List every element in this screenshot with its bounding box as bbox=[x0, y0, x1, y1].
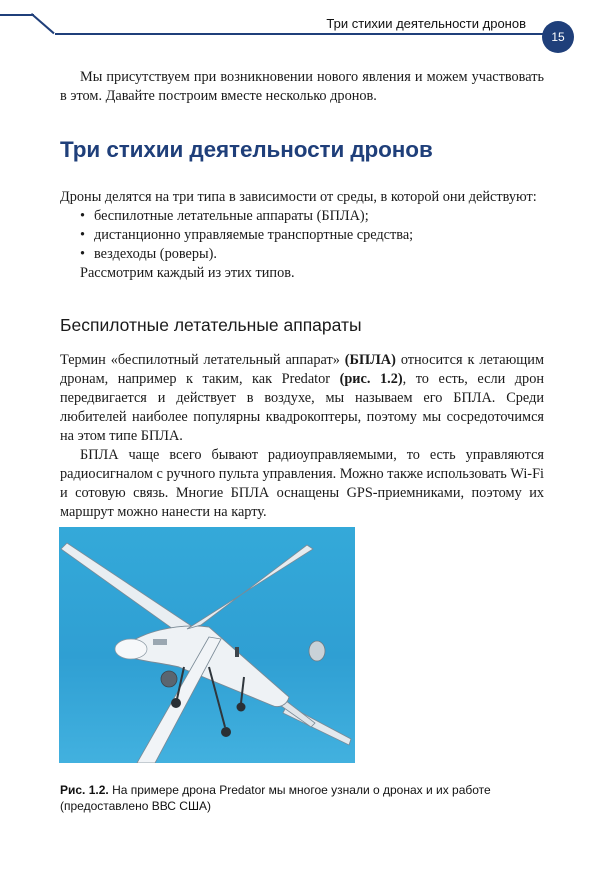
list-item bbox=[60, 245, 544, 264]
header-rule-diagonal bbox=[31, 13, 55, 34]
section-lead: Дроны делятся на три типа в зависимости от среды, в которой они действуют: bbox=[60, 189, 537, 205]
drone-hardpoint bbox=[235, 647, 239, 657]
drone-wheel bbox=[221, 727, 231, 737]
figure-reference: (рис. 1.2) bbox=[339, 371, 403, 387]
predator-drone-illustration bbox=[59, 527, 355, 763]
intro-paragraph bbox=[60, 68, 544, 106]
figure-caption-text: На примере дрона Predator мы многое узнали о дронах и их работе (предоставлено ВВС США) bbox=[60, 783, 491, 813]
list-item-text: беспилотные летательные аппараты (БПЛА); bbox=[94, 208, 369, 224]
drone-type-list bbox=[60, 207, 544, 264]
subsection-body bbox=[60, 351, 544, 522]
list-item bbox=[60, 226, 544, 245]
uav-p1-text: Термин «беспилотный летательный аппарат» bbox=[60, 352, 345, 368]
list-item-text: вездеходы (роверы). bbox=[94, 246, 217, 262]
drone-engine-pod bbox=[309, 641, 325, 661]
drone-wheel bbox=[171, 698, 181, 708]
header-rule-left bbox=[0, 14, 34, 16]
list-item-text: дистанционно управляемые транспортные средства; bbox=[94, 227, 414, 243]
header-rule-bottom bbox=[55, 33, 552, 35]
list-item bbox=[60, 207, 544, 226]
drone-wing-upper bbox=[187, 545, 313, 629]
uav-p1-text: , то есть, если дрон передвигается и действует в воздухе, мы называем его БПЛА. Среди любителей наиболее популярны квадрокоптеры, поэтому мы сосредоточимся на этом типе БПЛА. bbox=[60, 371, 545, 444]
drone-nose bbox=[115, 639, 147, 659]
uav-paragraph-2: БПЛА чаще всего бывают радиоуправляемыми, то есть управляются радиосигналом с ручного пульта управления. Можно также использовать Wi-Fi и сотовую связь. Многие БПЛА оснащены GPS-приемниками, поэтому их маршрут можно нанести на карту. bbox=[60, 447, 544, 520]
figure-label: Рис. 1.2. bbox=[60, 783, 109, 797]
section-closing: Рассмотрим каждый из этих типов. bbox=[80, 265, 295, 281]
uav-abbrev: (БПЛА) bbox=[344, 352, 396, 368]
figure-caption bbox=[60, 782, 544, 814]
section-heading: Три стихии деятельности дронов bbox=[60, 137, 433, 162]
page-number-badge: 15 bbox=[542, 21, 574, 53]
section-body bbox=[60, 188, 544, 283]
uav-p1-text: относится к летающим дронам, например к таким, как Predator bbox=[60, 352, 544, 387]
drone-sensor-ball bbox=[161, 671, 177, 687]
subsection-heading: Беспилотные летательные аппараты bbox=[60, 315, 362, 335]
uav-paragraph-1 bbox=[60, 351, 544, 446]
predator-drone-photo bbox=[59, 527, 355, 763]
drone-wing-left bbox=[61, 543, 199, 639]
intro-text: Мы присутствуем при возникновении нового явления и можем участвовать в этом. Давайте построим вместе несколько дронов. bbox=[60, 69, 544, 104]
drone-marking bbox=[153, 639, 167, 645]
running-title: Три стихии деятельности дронов bbox=[326, 16, 526, 31]
drone-wheel bbox=[237, 703, 246, 712]
